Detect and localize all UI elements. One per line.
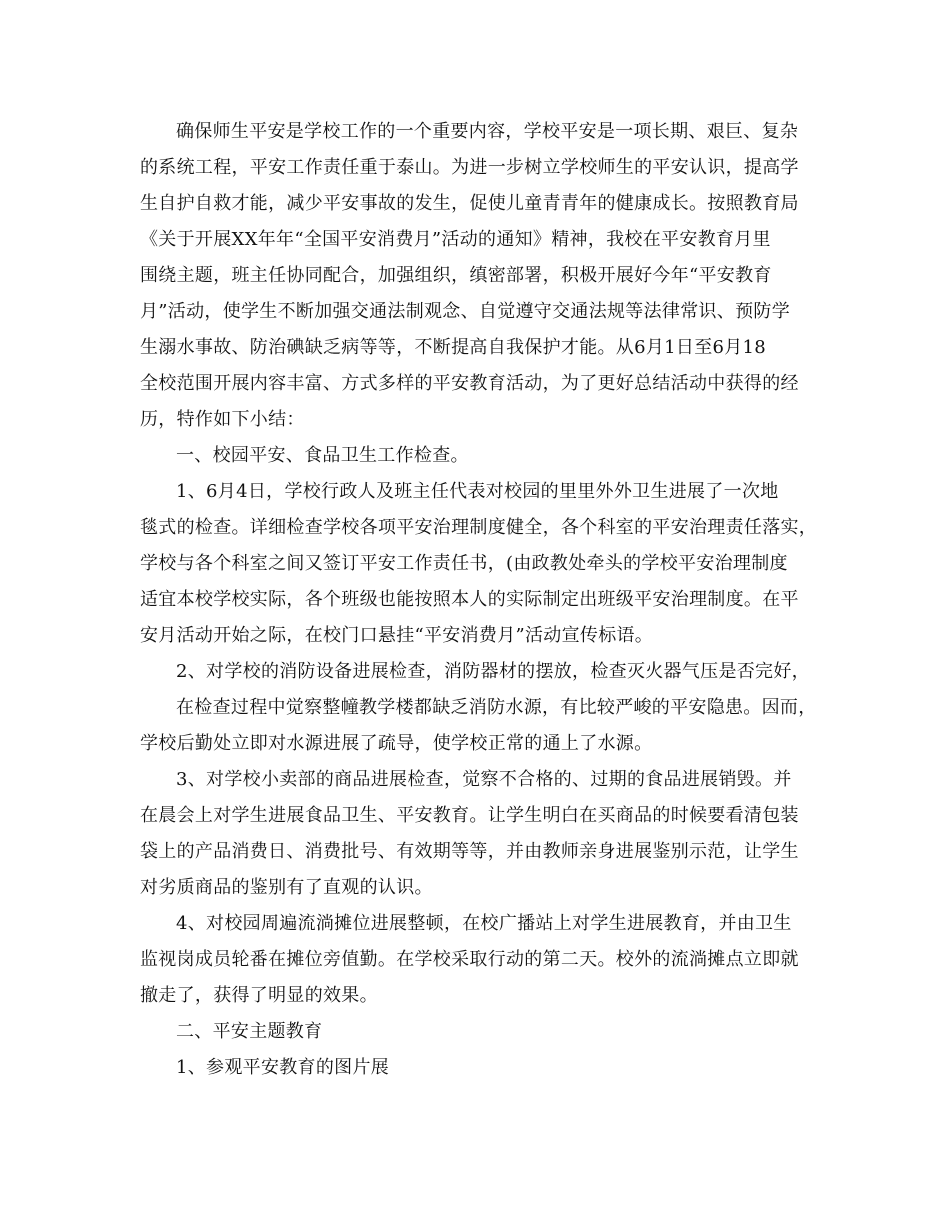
text-line: 1、6月4日，学校行政人及班主任代表对校园的里里外外卫生进展了一次地 <box>176 481 779 502</box>
text-line: 袋上的产品消费日、消费批号、有效期等等，并由教师亲身进展鉴别示范，让学生 <box>140 841 799 862</box>
text-line: 历，特作如下小结： <box>140 409 305 430</box>
text-line: 适宜本校学校实际，各个班级也能按照本人的实际制定出班级平安治理制度。在平 <box>140 589 799 610</box>
text-line: 1、参观平安教育的图片展 <box>176 1057 390 1078</box>
text-line: 的系统工程，平安工作责任重于泰山。为进一步树立学校师生的平安认识，提高学 <box>140 157 799 178</box>
text-line: 学校与各个科室之间又签订平安工作责任书，(由政教处牵头的学校平安治理制度 <box>140 553 788 574</box>
text-line: 学校后勤处立即对水源进展了疏导，使学校正常的通上了水源。 <box>140 733 653 754</box>
text-line: 在晨会上对学生进展食品卫生、平安教育。让学生明白在买商品的时候要看清包装 <box>140 805 799 826</box>
text-line: 毯式的检查。详细检查学校各项平安治理制度健全，各个科室的平安治理责任落实， <box>140 517 818 538</box>
text-line: 4、对校园周遍流淌摊位进展整顿，在校广播站上对学生进展教育，并由卫生 <box>176 913 792 934</box>
text-line: 生溺水事故、防治碘缺乏病等等，不断提高自我保护才能。从6月1日至6月18 <box>140 337 767 358</box>
text-line: 月”活动，使学生不断加强交通法制观念、自觉遵守交通法规等法律常识、预防学 <box>140 301 790 322</box>
text-line: 全校范围开展内容丰富、方式多样的平安教育活动，为了更好总结活动中获得的经 <box>140 373 799 394</box>
text-line: 撤走了，获得了明显的效果。 <box>140 985 378 1006</box>
section-heading: 二、平安主题教育 <box>176 1021 323 1042</box>
text-line: 围绕主题，班主任协同配合，加强组织，缜密部署，积极开展好今年“平安教育 <box>140 265 772 286</box>
text-line: 《关于开展XX年年“全国平安消费月”活动的通知》精神，我校在平安教育月里 <box>140 229 771 250</box>
text-line: 在检查过程中觉察整幢教学楼都缺乏消防水源，有比较严峻的平安隐患。因而， <box>176 697 817 718</box>
text-line: 3、对学校小卖部的商品进展检查，觉察不合格的、过期的食品进展销毁。并 <box>176 769 792 790</box>
text-line: 确保师生平安是学校工作的一个重要内容，学校平安是一项长期、艰巨、复杂 <box>176 121 799 142</box>
section-heading: 一、校园平安、食品卫生工作检查。 <box>176 445 469 466</box>
text-line: 2、对学校的消防设备进展检查，消防器材的摆放，检查灭火器气压是否完好， <box>176 661 810 682</box>
text-line: 监视岗成员轮番在摊位旁值勤。在学校采取行动的第二天。校外的流淌摊点立即就 <box>140 949 799 970</box>
text-line: 生自护自救才能，减少平安事故的发生，促使儿童青青年的健康成长。按照教育局 <box>140 193 799 214</box>
text-line: 对劣质商品的鉴别有了直观的认识。 <box>140 877 433 898</box>
text-line: 安月活动开始之际，在校门口悬挂“平安消费月”活动宣传标语。 <box>140 625 654 646</box>
